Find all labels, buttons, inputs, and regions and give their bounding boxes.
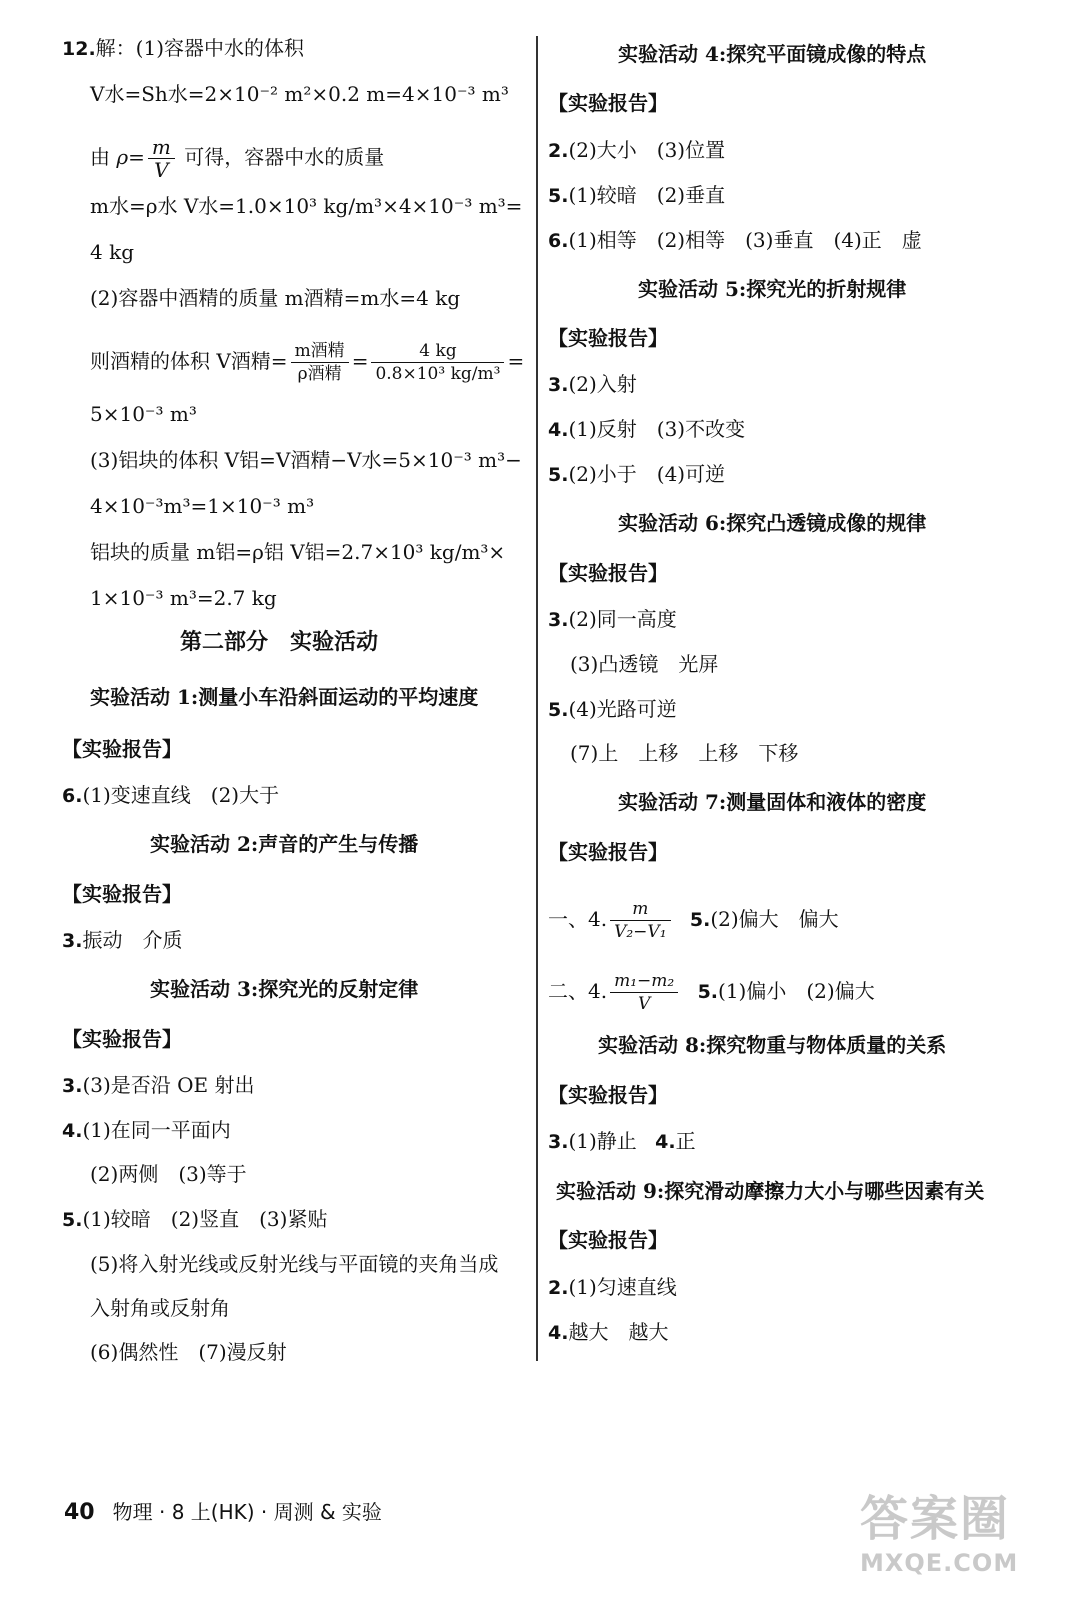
activity5-q3: 3.(2)入射 (548, 372, 637, 396)
report-label: 【实验报告】 (548, 1083, 668, 1107)
density-intro: 由 ρ= $\frac{m}{V}$ 可得，容器中水的质量 (90, 135, 385, 182)
v-aluminum-equation-2: 4×10⁻³m³=1×10⁻³ m³ (90, 494, 315, 518)
part2-title: 第二部分 实验活动 (180, 629, 379, 655)
rho-formula: ρ= $\frac{m}{V}$ (116, 145, 178, 169)
activity4-q5: 5.(1)较暗 (2)垂直 (548, 183, 726, 207)
activity6-q5: 5.(4)光路可逆 (548, 697, 677, 721)
activity9-q2: 2.(1)匀速直线 (548, 1275, 677, 1299)
activity3-q3: 3.(3)是否沿 OE 射出 (62, 1073, 255, 1097)
report-label: 【实验报告】 (62, 737, 182, 761)
report-label: 【实验报告】 (548, 1228, 668, 1252)
activity4-title: 实验活动 4:探究平面镜成像的特点 (618, 42, 927, 66)
m-water-equation-1: m水=ρ水 V水=1.0×10³ kg/m³×4×10⁻³ m³= (90, 194, 523, 218)
m-water-equation-2: 4 kg (90, 240, 135, 264)
activity5-q4: 4.(1)反射 (3)不改变 (548, 417, 746, 441)
report-label: 【实验报告】 (548, 326, 668, 350)
page-number: 40 (64, 1500, 95, 1525)
activity7-title: 实验活动 7:测量固体和液体的密度 (618, 790, 927, 814)
report-label: 【实验报告】 (548, 840, 668, 864)
activity2-q3: 3.振动 介质 (62, 928, 183, 952)
activity6-q3: 3.(2)同一高度 (548, 607, 677, 631)
activity7-line1: 一、4. $\frac{m}{\text{V₂−V₁}}$ 5.(2)偏大 偏大 (548, 899, 839, 942)
activity6-q3-cont: (3)凸透镜 光屏 (570, 652, 719, 676)
activity8-q3-q4: 3.(1)静止 4.正 (548, 1129, 696, 1153)
activity8-title: 实验活动 8:探究物重与物体质量的关系 (598, 1033, 947, 1057)
column-divider (536, 36, 538, 1361)
activity3-title: 实验活动 3:探究光的反射定律 (150, 977, 419, 1001)
report-label: 【实验报告】 (548, 561, 668, 585)
activity9-q4: 4.越大 越大 (548, 1320, 669, 1344)
activity5-q5: 5.(2)小于 (4)可逆 (548, 462, 726, 486)
activity3-q5-line2: (5)将入射光线或反射光线与平面镜的夹角当成 (90, 1252, 499, 1276)
q12-header: 12.解：(1)容器中水的体积 (62, 36, 305, 60)
v-alcohol-equation: 则酒精的体积 V酒精= $\frac{\text{m酒精}}{\text{ρ酒精}}$ = $\frac{4 kg}{\text{0.8×10³ kg/m³}}$ = (90, 341, 525, 384)
activity4-q2: 2.(2)大小 (3)位置 (548, 138, 726, 162)
activity7-line2: 二、4. $\frac{\text{m₁−m₂}}{V}$ 5.(1)偏小 (2)偏大 (548, 971, 875, 1014)
activity4-q6: 6.(1)相等 (2)相等 (3)垂直 (4)正 虚 (548, 228, 922, 252)
v-alcohol-result: 5×10⁻³ m³ (90, 402, 197, 426)
report-label: 【实验报告】 (62, 1027, 182, 1051)
activity5-title: 实验活动 5:探究光的折射规律 (638, 277, 907, 301)
activity3-q4: 4.(1)在同一平面内 (62, 1118, 231, 1142)
m-aluminum-equation-1: 铝块的质量 m铝=ρ铝 V铝=2.7×10³ kg/m³× (90, 540, 506, 564)
book-title: 物理 · 8 上(HK) · 周测 & 实验 (112, 1500, 382, 1524)
activity9-title: 实验活动 9:探究滑动摩擦力大小与哪些因素有关 (556, 1179, 985, 1203)
activity2-title: 实验活动 2:声音的产生与传播 (150, 832, 419, 856)
page-footer (64, 1496, 382, 1525)
v-aluminum-equation-1: (3)铝块的体积 V铝=V酒精−V水=5×10⁻³ m³− (90, 448, 522, 472)
activity3-q5-line4: (6)偶然性 (7)漫反射 (90, 1340, 287, 1364)
v-water-equation: V水=Sh水=2×10⁻² m²×0.2 m=4×10⁻³ m³ (90, 82, 509, 106)
activity1-title: 实验活动 1:测量小车沿斜面运动的平均速度 (90, 685, 479, 709)
m-alcohol-equation: (2)容器中酒精的质量 m酒精=m水=4 kg (90, 286, 461, 310)
activity3-q5-line3: 入射角或反射角 (90, 1296, 230, 1320)
activity3-q4-cont: (2)两侧 (3)等于 (90, 1162, 247, 1186)
report-label: 【实验报告】 (62, 882, 182, 906)
report-label: 【实验报告】 (548, 91, 668, 115)
activity6-title: 实验活动 6:探究凸透镜成像的规律 (618, 511, 927, 535)
activity1-q6: 6.(1)变速直线 (2)大于 (62, 783, 280, 807)
activity3-q5: 5.(1)较暗 (2)竖直 (3)紧贴 (62, 1207, 328, 1231)
watermark-logo: 答案圈 MXQE.COM (860, 1491, 1019, 1577)
m-aluminum-equation-2: 1×10⁻³ m³=2.7 kg (90, 586, 277, 610)
activity6-q5-cont: (7)上 上移 上移 下移 (570, 741, 799, 765)
